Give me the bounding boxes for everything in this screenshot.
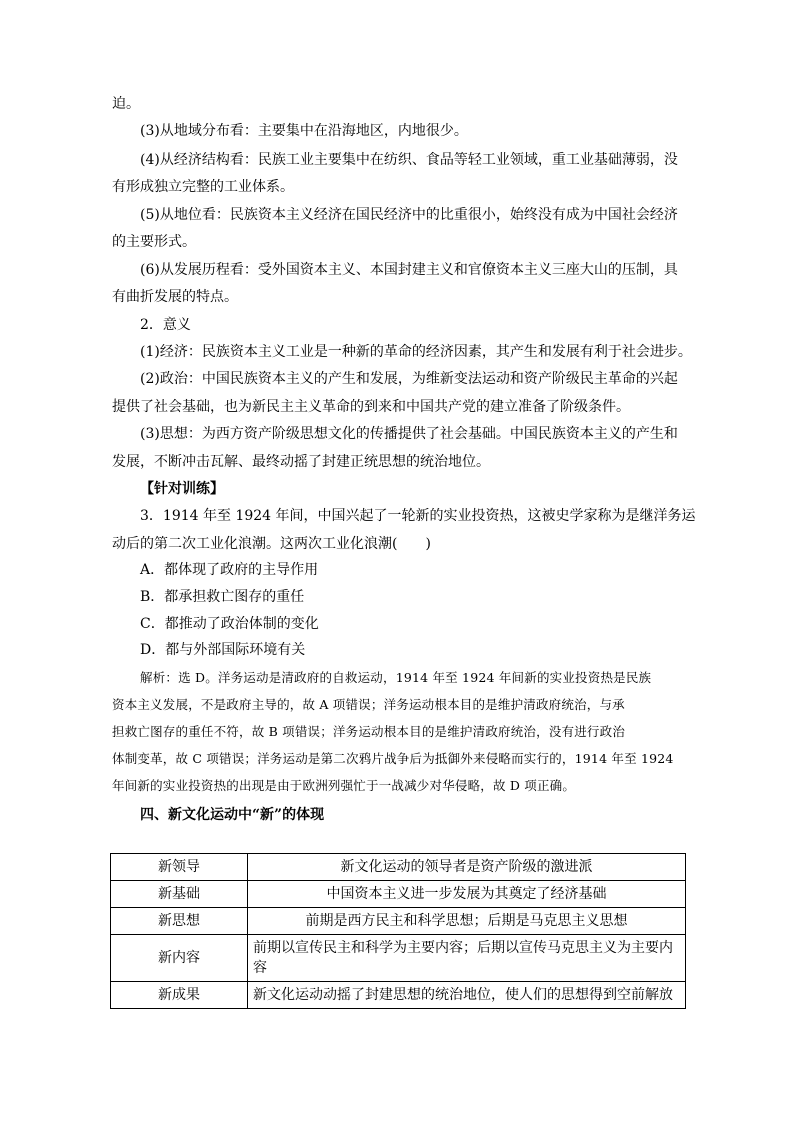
- option-a: A．都体现了政府的主导作用: [140, 562, 319, 578]
- new-culture-table: [110, 853, 686, 1009]
- table-row: [111, 881, 686, 908]
- row-key: 新成果: [111, 982, 248, 1009]
- row-key: 新领导: [111, 854, 248, 881]
- row-key: 新思想: [111, 908, 248, 935]
- text-line: (3)从地域分布看：主要集中在沿海地区，内地很少。: [140, 123, 468, 139]
- analysis-text: 担救亡图存的重任不符，故 B 项错误；洋务运动根本目的是维护清政府统治，没有进行政治: [112, 724, 626, 739]
- analysis-text: 体制变革，故 C 项错误；洋务运动是第二次鸦片战争后为抵御外来侵略而实行的，1914 年至 1924: [112, 751, 674, 766]
- text-line: (4)从经济结构看：民族工业主要集中在纺织、食品等轻工业领域，重工业基础薄弱，没: [140, 152, 678, 168]
- analysis-text: 解析：选 D。洋务运动是清政府的自救运动，1914 年至 1924 年间新的实业投资热是民族: [140, 670, 652, 685]
- option-d: D．都与外部国际环境有关: [140, 642, 306, 658]
- row-value: 中国资本主义进一步发展为其奠定了经济基础: [248, 881, 686, 908]
- text-line: (3)思想：为西方资产阶级思想文化的传播提供了社会基础。中国民族资本主义的产生和: [140, 426, 678, 442]
- row-value: 新文化运动的领导者是资产阶级的激进派: [248, 854, 686, 881]
- text-line: 有曲折发展的特点。: [112, 289, 238, 305]
- question-stem: 动后的第二次工业化浪潮。这两次工业化浪潮( ): [112, 536, 431, 552]
- text-line: 的主要形式。: [112, 234, 196, 250]
- section-heading: 2．意义: [140, 317, 191, 333]
- table-row: [111, 935, 686, 982]
- option-c: C．都推动了政治体制的变化: [140, 616, 319, 632]
- text-line: (5)从地位看：民族资本主义经济在国民经济中的比重很小，始终没有成为中国社会经济: [140, 207, 678, 223]
- text-line: 发展，不断冲击瓦解、最终动摇了封建正统思想的统治地位。: [112, 454, 490, 470]
- analysis-text: 年间新的实业投资热的出现是由于欧洲列强忙于一战减少对华侵略，故 D 项正确。: [112, 778, 576, 793]
- table-row: [111, 908, 686, 935]
- text-line: (2)政治：中国民族资本主义的产生和发展，为维新变法运动和资产阶级民主革命的兴起: [140, 371, 678, 387]
- text-line: 提供了社会基础，也为新民主主义革命的到来和中国共产党的建立准备了阶级条件。: [112, 399, 630, 415]
- text-line: (1)经济：民族资本主义工业是一种新的革命的经济因素，其产生和发展有利于社会进步。: [140, 344, 692, 360]
- option-b: B．都承担救亡图存的重任: [140, 589, 305, 605]
- text-line: 迫。: [112, 96, 140, 112]
- row-value: 新文化运动动摇了封建思想的统治地位，使人们的思想得到空前解放: [248, 982, 686, 1009]
- question-stem: 3．1914 年至 1924 年间，中国兴起了一轮新的实业投资热，这被史学家称为是继洋务运: [140, 508, 696, 524]
- row-value: 前期是西方民主和科学思想；后期是马克思主义思想: [248, 908, 686, 935]
- text-line: 有形成独立完整的工业体系。: [112, 179, 294, 195]
- table-row: [111, 982, 686, 1009]
- practice-heading: 【针对训练】: [140, 481, 224, 497]
- row-value: 前期以宣传民主和科学为主要内容；后期以宣传马克思主义为主要内容: [248, 935, 686, 982]
- row-key: 新内容: [111, 935, 248, 982]
- analysis-text: 资本主义发展，不是政府主导的，故 A 项错误；洋务运动根本目的是维护清政府统治，与承: [112, 697, 625, 712]
- table-row: [111, 854, 686, 881]
- row-key: 新基础: [111, 881, 248, 908]
- text-line: (6)从发展历程看：受外国资本主义、本国封建主义和官僚资本主义三座大山的压制，具: [140, 262, 678, 278]
- section-heading: 四、新文化运动中“新”的体现: [140, 807, 325, 823]
